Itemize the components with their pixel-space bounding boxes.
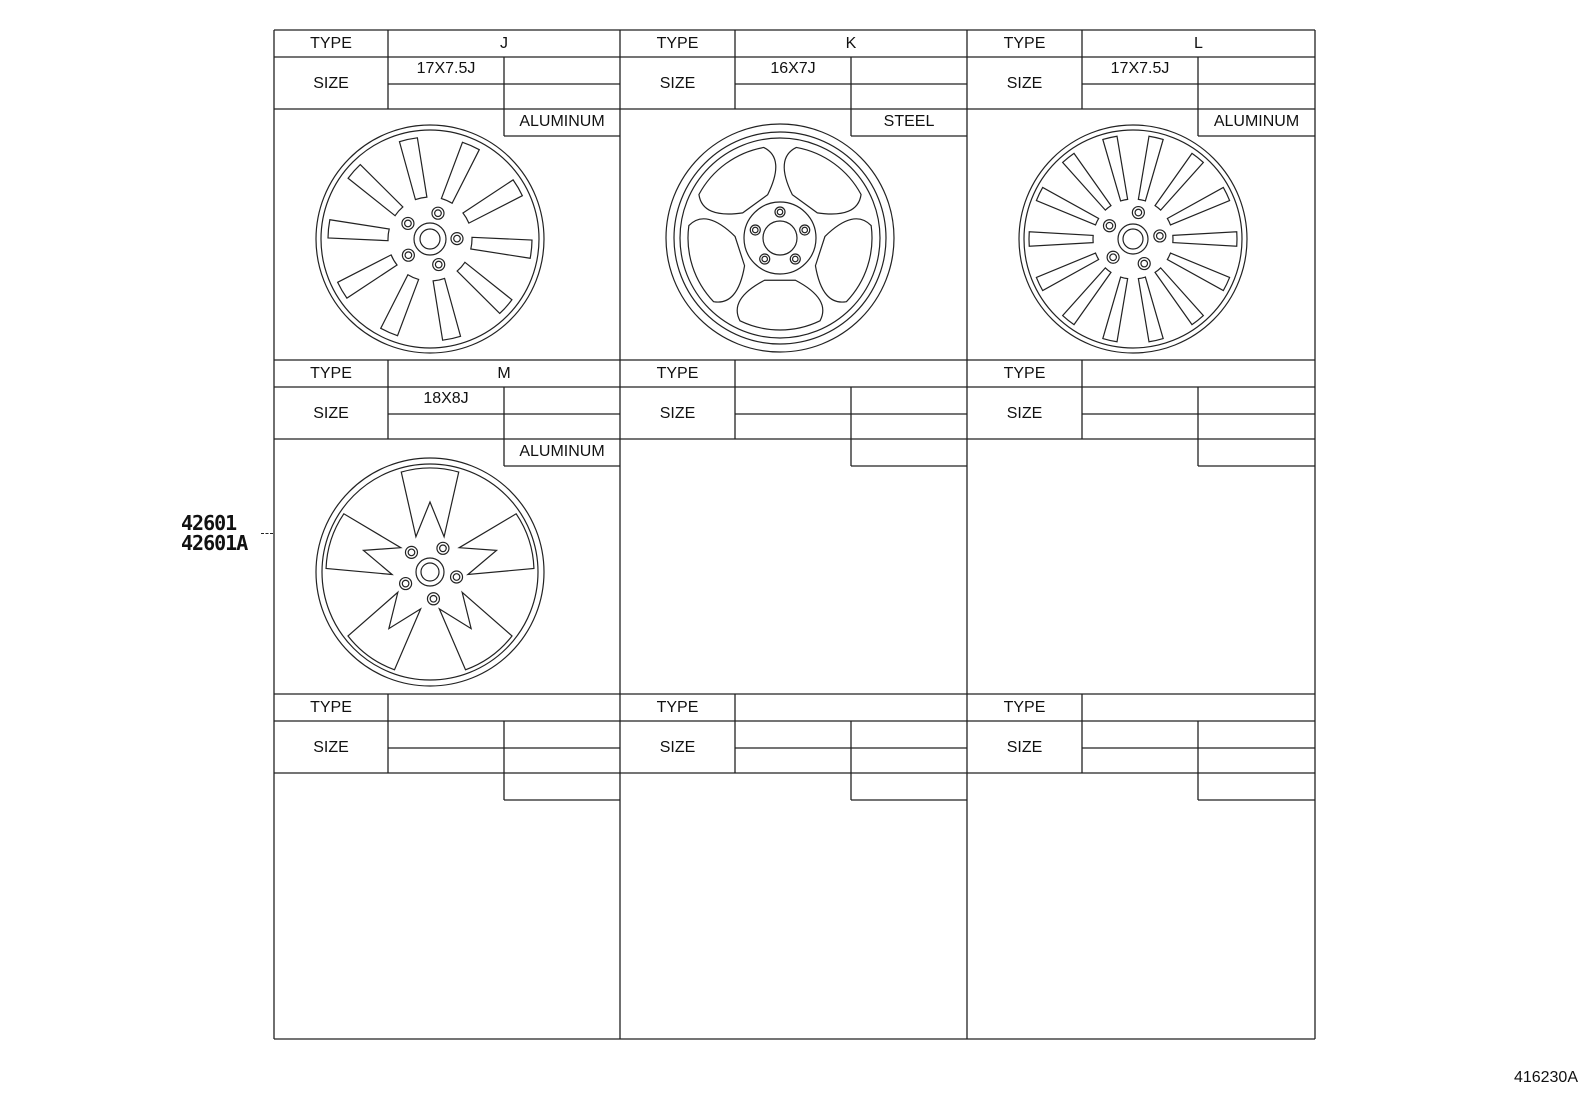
size-value: 17X7.5J [416, 60, 476, 77]
type-label: TYPE [656, 365, 699, 382]
size-label: SIZE [1006, 75, 1043, 92]
size-value: 17X7.5J [1110, 60, 1170, 77]
five-slot-steel-wheel-icon [666, 124, 894, 352]
part-number-42601: 42601 [181, 511, 237, 535]
material-label: ALUMINUM [1213, 113, 1300, 130]
type-label: TYPE [656, 35, 699, 52]
size-value: 16X7J [770, 60, 816, 77]
size-label: SIZE [313, 75, 349, 92]
size-label: SIZE [659, 75, 696, 92]
size-label: SIZE [659, 405, 696, 422]
type-value: L [1194, 35, 1203, 52]
type-value: K [845, 35, 857, 52]
size-label: SIZE [659, 739, 696, 756]
type-label: TYPE [1003, 35, 1046, 52]
material-label: ALUMINUM [519, 113, 605, 130]
size-label: SIZE [1006, 739, 1043, 756]
size-label: SIZE [1006, 405, 1043, 422]
part-leader-line [261, 533, 273, 534]
type-label: TYPE [1003, 699, 1046, 716]
type-label: TYPE [310, 365, 352, 382]
type-label: TYPE [310, 699, 352, 716]
diagram-id: 416230A [1513, 1069, 1578, 1086]
twin-spoke-alloy-wheel-icon [316, 125, 544, 353]
type-label: TYPE [310, 35, 352, 52]
size-value: 18X8J [423, 390, 469, 407]
size-label: SIZE [313, 739, 349, 756]
multi-spoke-alloy-wheel-icon [1019, 125, 1247, 353]
size-label: SIZE [313, 405, 349, 422]
type-value: J [500, 35, 508, 52]
type-label: TYPE [656, 699, 699, 716]
material-label: STEEL [883, 113, 935, 130]
type-label: TYPE [1003, 365, 1046, 382]
part-number-42601a: 42601A [181, 531, 248, 555]
material-label: ALUMINUM [519, 443, 605, 460]
v-spoke-alloy-wheel-icon [316, 458, 544, 686]
type-value: M [497, 365, 511, 382]
